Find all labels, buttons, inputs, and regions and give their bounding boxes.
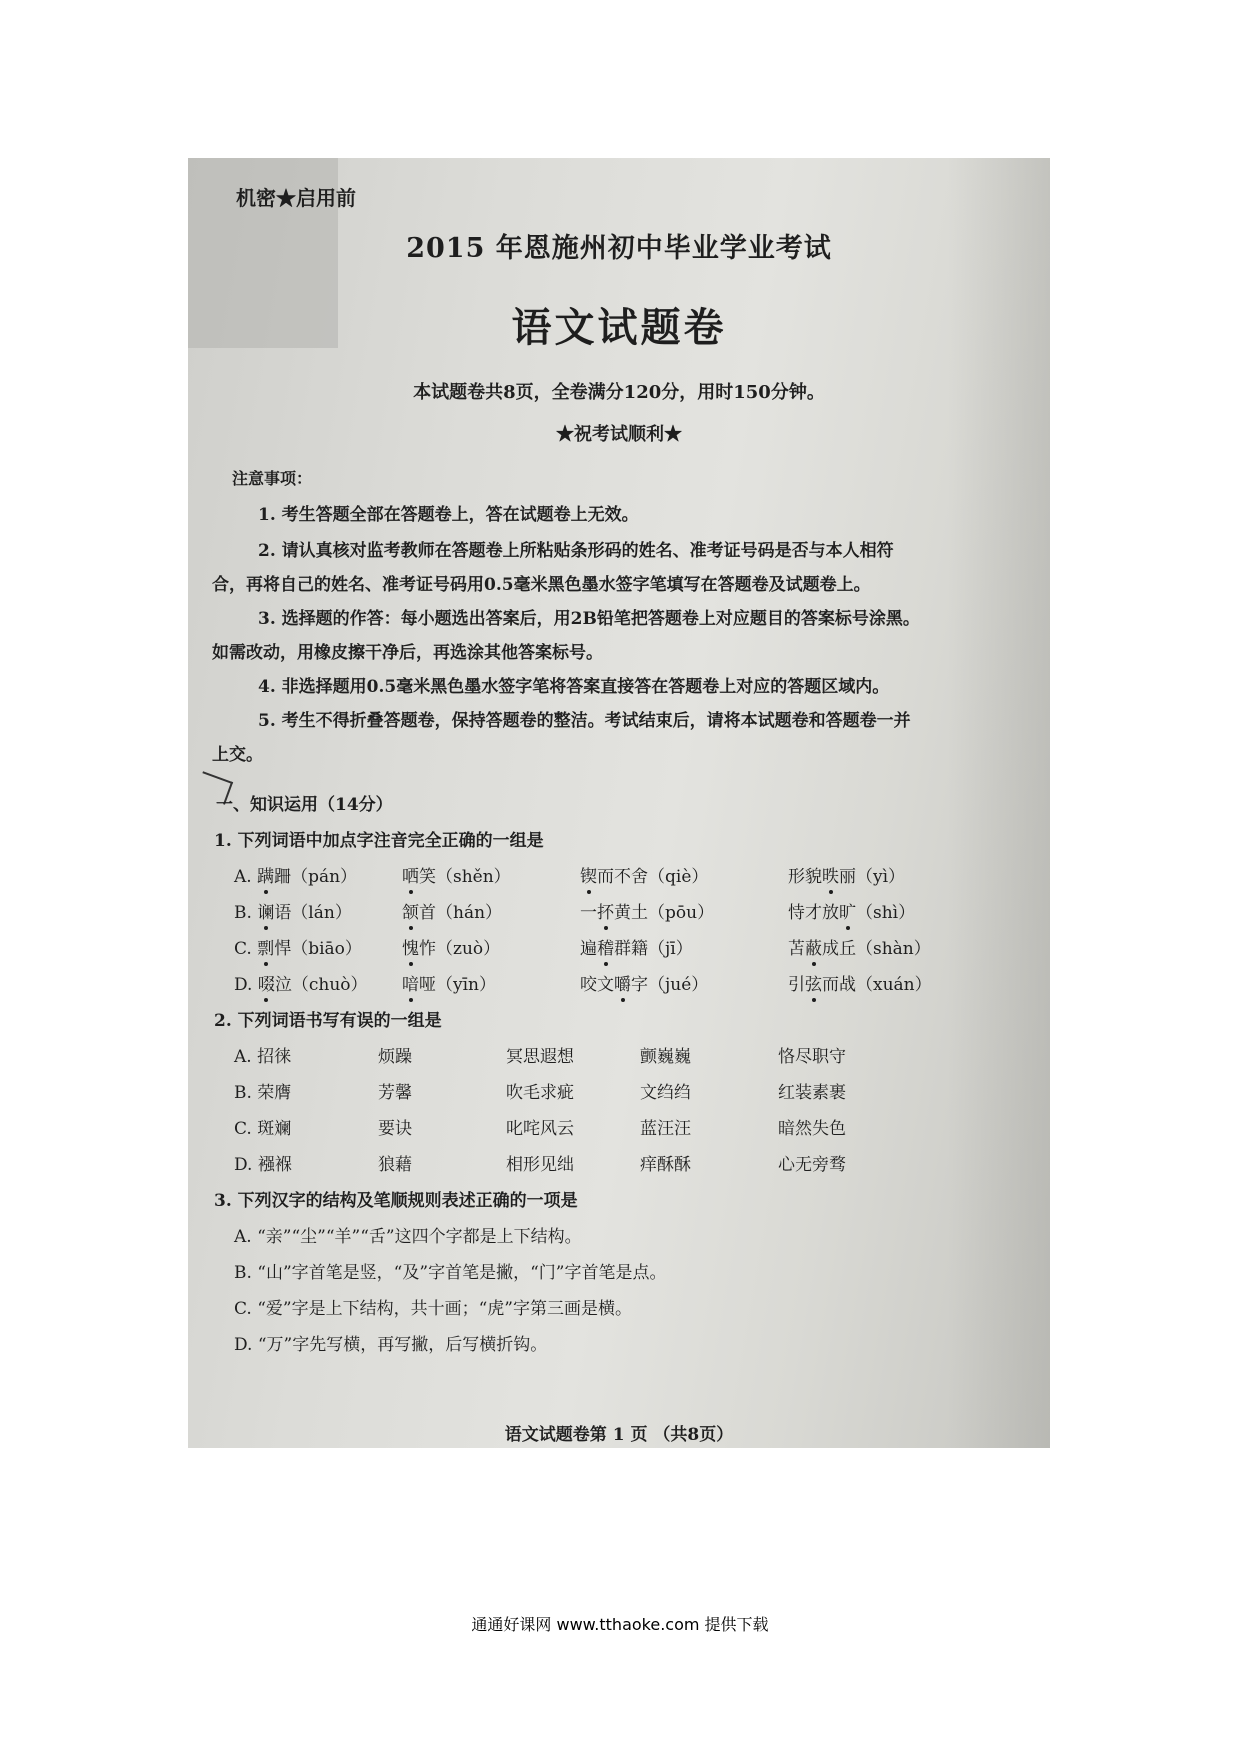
confidential-label: 机密★启用前 xyxy=(236,186,356,210)
q2-option-b-word: B. 荣膺 xyxy=(234,1083,292,1103)
section-title: 一、知识运用（14分） xyxy=(216,795,393,815)
q2-option-b-word: 红装素裹 xyxy=(778,1083,846,1103)
q2-option-c-word: C. 斑斓 xyxy=(234,1119,292,1139)
notice-line: 5. 考生不得折叠答题卷，保持答题卷的整洁。考试结束后，请将本试题卷和答题卷一并 xyxy=(258,711,911,731)
q2-option-d-word: 心无旁骛 xyxy=(778,1155,846,1175)
q2-option-a-word: 冥思遐想 xyxy=(506,1047,574,1067)
q1-option-d-word-2: 喑哑（yīn） xyxy=(402,975,496,995)
q2-option-a-word: 恪尽职守 xyxy=(778,1047,846,1067)
q2-option-a-word: 烦躁 xyxy=(378,1047,412,1067)
q2-option-d-word: 狼藉 xyxy=(378,1155,412,1175)
page-footer: 语文试题卷第 1 页 （共8页） xyxy=(504,1425,734,1445)
q2-option-b-word: 芳馨 xyxy=(378,1083,412,1103)
q2-option-c-word: 要诀 xyxy=(378,1119,412,1139)
q1-option-d-word-4: 引弦而战（xuán） xyxy=(788,975,932,995)
q2-option-c-word: 蓝汪汪 xyxy=(640,1119,691,1139)
q2-option-d-word: 相形见绌 xyxy=(506,1155,574,1175)
q1-option-b-word-3: 一抔黄土（pōu） xyxy=(580,903,715,923)
notice-line: 合，再将自己的姓名、准考证号码用0.5毫米黑色墨水签字笔填写在答题卷及试题卷上。 xyxy=(212,575,871,595)
q3-option-c: C. “爱”字是上下结构，共十画；“虎”字第三画是横。 xyxy=(234,1299,632,1319)
q1-option-c-word-4: 苫蔽成丘（shàn） xyxy=(788,939,931,959)
scanned-exam-page xyxy=(188,158,1050,1448)
good-luck-line: ★祝考试顺利★ xyxy=(556,424,682,445)
q3-option-a: A. “亲”“尘”“羊”“舌”这四个字都是上下结构。 xyxy=(234,1227,582,1247)
q1-option-d-word-3: 咬文嚼字（jué） xyxy=(580,975,709,995)
exam-intro: 本试题卷共8页，全卷满分120分，用时150分钟。 xyxy=(413,382,825,403)
q3-option-d: D. “万”字先写横，再写撇，后写横折钩。 xyxy=(234,1335,548,1355)
exam-title: 2015 年恩施州初中毕业学业考试 xyxy=(406,233,832,264)
q1-option-a-word-4: 形貌昳丽（yì） xyxy=(788,867,906,887)
q2-option-d-word: D. 襁褓 xyxy=(234,1155,292,1175)
q1-option-c-word-2: 愧怍（zuò） xyxy=(402,939,501,959)
notice-title: 注意事项： xyxy=(232,469,313,488)
q1-option-b-word-4: 恃才放旷（shì） xyxy=(788,903,916,923)
q2-option-b-word: 文绉绉 xyxy=(640,1083,691,1103)
q1-option-d-word-1: D. 啜泣（chuò） xyxy=(234,975,368,995)
q2-option-d-word: 痒酥酥 xyxy=(640,1155,691,1175)
notice-line: 4. 非选择题用0.5毫米黑色墨水签字笔将答案直接答在答题卷上对应的答题区域内。 xyxy=(258,677,890,697)
q1-option-a-word-1: A. 蹒跚（pán） xyxy=(234,867,358,887)
q1-option-b-word-1: B. 谰语（lán） xyxy=(234,903,352,923)
q2-option-a-word: 颤巍巍 xyxy=(640,1047,691,1067)
q1-option-c-word-1: C. 剽悍（biāo） xyxy=(234,939,362,959)
question-2-stem: 2. 下列词语书写有误的一组是 xyxy=(214,1011,442,1031)
paper-title: 语文试题卷 xyxy=(511,304,727,351)
question-1-stem: 1. 下列词语中加点字注音完全正确的一组是 xyxy=(214,831,544,851)
notice-line: 1. 考生答题全部在答题卷上，答在试题卷上无效。 xyxy=(258,505,639,525)
notice-line: 3. 选择题的作答：每小题选出答案后，用2B铅笔把答题卷上对应题目的答案标号涂黑。 xyxy=(258,609,920,629)
q1-option-c-word-3: 遍稽群籍（jī） xyxy=(580,939,693,959)
notice-line: 如需改动，用橡皮擦干净后，再选涂其他答案标号。 xyxy=(212,643,603,663)
q2-option-a-word: A. 招徕 xyxy=(234,1047,292,1067)
notice-line: 上交。 xyxy=(212,745,263,765)
q1-option-a-word-3: 锲而不舍（qiè） xyxy=(580,867,709,887)
notice-line: 2. 请认真核对监考教师在答题卷上所粘贴条形码的姓名、准考证号码是否与本人相符 xyxy=(258,541,894,561)
download-watermark: 通通好课网 www.tthaoke.com 提供下载 xyxy=(471,1615,769,1634)
q2-option-c-word: 叱咤风云 xyxy=(506,1119,574,1139)
q2-option-c-word: 暗然失色 xyxy=(778,1119,846,1139)
q2-option-b-word: 吹毛求疵 xyxy=(506,1083,574,1103)
q3-option-b: B. “山”字首笔是竖，“及”字首笔是撇，“门”字首笔是点。 xyxy=(234,1263,667,1283)
q1-option-a-word-2: 哂笑（shěn） xyxy=(402,867,511,887)
q1-option-b-word-2: 颔首（hán） xyxy=(402,903,503,923)
question-3-stem: 3. 下列汉字的结构及笔顺规则表述正确的一项是 xyxy=(214,1191,578,1211)
